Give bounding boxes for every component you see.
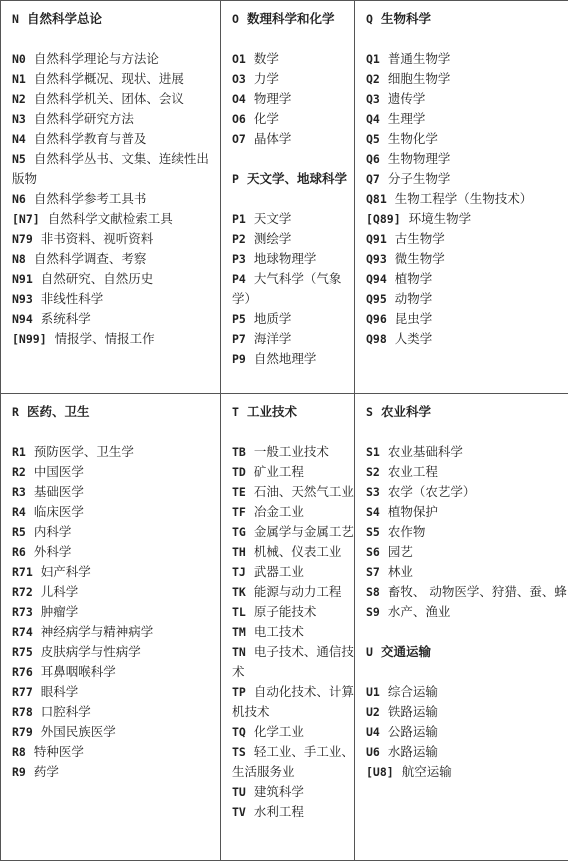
list-item <box>12 582 220 602</box>
class-label: 测绘学 <box>254 231 292 246</box>
class-code: Q5 <box>366 132 380 146</box>
list-item <box>366 482 568 502</box>
list-item <box>12 602 220 622</box>
list-item <box>12 522 220 542</box>
list-item <box>12 189 220 209</box>
class-code: Q4 <box>366 112 380 126</box>
list-item <box>12 662 220 682</box>
class-label: 自然科学教育与普及 <box>34 131 147 146</box>
section-code: U <box>366 645 373 659</box>
class-label: 生物物理学 <box>388 151 451 166</box>
list-item <box>366 289 568 309</box>
list-item <box>232 89 354 109</box>
class-code: [N7] <box>12 212 40 226</box>
section-code: N <box>12 12 19 26</box>
list-item <box>232 642 354 682</box>
list-item <box>12 462 220 482</box>
class-label: 自然科学理论与方法论 <box>34 51 159 66</box>
class-code: N8 <box>12 252 26 266</box>
section-name: 数理科学和化学 <box>247 11 335 26</box>
list-item <box>366 329 568 349</box>
class-label: 人类学 <box>395 331 433 346</box>
class-code: N91 <box>12 272 33 286</box>
class-label: 水利工程 <box>254 804 304 819</box>
list-item <box>366 502 568 522</box>
list-item <box>232 109 354 129</box>
section-title <box>366 402 568 422</box>
list-item <box>12 309 220 329</box>
class-label: 耳鼻咽喉科学 <box>41 664 116 679</box>
section-title <box>232 169 354 189</box>
section-cell <box>1 1 221 394</box>
class-code: R71 <box>12 565 33 579</box>
list-item <box>12 722 220 742</box>
list-item <box>232 269 354 309</box>
class-label: 地球物理学 <box>254 251 317 266</box>
class-label: 建筑科学 <box>254 784 304 799</box>
class-code: U4 <box>366 725 380 739</box>
list-item <box>232 582 354 602</box>
class-code: TU <box>232 785 246 799</box>
class-code: TJ <box>232 565 246 579</box>
list-item <box>366 442 568 462</box>
list-item <box>12 442 220 462</box>
section-code: O <box>232 12 239 26</box>
class-label: 自然研究、自然历史 <box>41 271 154 286</box>
class-label: 化学 <box>254 111 279 126</box>
class-code: P4 <box>232 272 246 286</box>
class-label: 植物保护 <box>388 504 438 519</box>
class-label: 化学工业 <box>254 724 304 739</box>
list-item <box>232 209 354 229</box>
section-name: 工业技术 <box>247 404 297 419</box>
class-code: Q95 <box>366 292 387 306</box>
list-item <box>366 109 568 129</box>
list-item <box>12 129 220 149</box>
class-label: 系统科学 <box>41 311 91 326</box>
section-title <box>232 402 354 422</box>
class-code: N93 <box>12 292 33 306</box>
class-label: 矿业工程 <box>254 464 304 479</box>
class-label: 原子能技术 <box>254 604 317 619</box>
class-code: U1 <box>366 685 380 699</box>
class-code: P9 <box>232 352 246 366</box>
class-label: 水产、渔业 <box>388 604 451 619</box>
list-item <box>366 149 568 169</box>
list-item <box>232 682 354 722</box>
class-label: 非书资料、视听资料 <box>41 231 154 246</box>
class-label: 一般工业技术 <box>254 444 329 459</box>
list-item <box>12 69 220 89</box>
list-item <box>232 249 354 269</box>
list-item <box>12 209 220 229</box>
class-code: N79 <box>12 232 33 246</box>
class-code: N1 <box>12 72 26 86</box>
section-title <box>366 642 568 662</box>
class-code: S7 <box>366 565 380 579</box>
list-item <box>366 189 568 209</box>
section-title <box>366 9 568 29</box>
list-item <box>12 762 220 782</box>
list-item <box>12 562 220 582</box>
class-label: 农作物 <box>388 524 426 539</box>
class-code: TB <box>232 445 246 459</box>
class-label: 生物化学 <box>388 131 438 146</box>
list-item <box>366 722 568 742</box>
list-item <box>12 622 220 642</box>
section-title <box>12 9 220 29</box>
section-cell <box>355 1 568 394</box>
list-item <box>12 89 220 109</box>
class-code: R6 <box>12 545 26 559</box>
list-item <box>12 329 220 349</box>
list-item <box>366 69 568 89</box>
list-item <box>366 742 568 762</box>
class-label: 林业 <box>388 564 413 579</box>
list-item <box>366 309 568 329</box>
class-label: 航空运输 <box>402 764 452 779</box>
class-code: R3 <box>12 485 26 499</box>
class-code: TF <box>232 505 246 519</box>
class-label: 自然科学参考工具书 <box>34 191 147 206</box>
list-item <box>366 562 568 582</box>
list-item <box>12 49 220 69</box>
class-label: 分子生物学 <box>388 171 451 186</box>
list-item <box>366 522 568 542</box>
section-code: Q <box>366 12 373 26</box>
class-code: TD <box>232 465 246 479</box>
class-label: 自然科学文献检索工具 <box>48 211 173 226</box>
list-item <box>232 329 354 349</box>
class-code: R4 <box>12 505 26 519</box>
class-code: S9 <box>366 605 380 619</box>
class-code: S1 <box>366 445 380 459</box>
class-label: 大气科学（气象学） <box>232 271 341 306</box>
class-label: 神经病学与精神病学 <box>41 624 154 639</box>
class-code: TM <box>232 625 246 639</box>
list-item <box>366 542 568 562</box>
class-label: 自然科学机关、团体、会议 <box>34 91 184 106</box>
list-item <box>232 309 354 329</box>
class-label: 农业基础科学 <box>388 444 463 459</box>
class-label: 自然科学丛书、文集、连续性出版物 <box>12 151 209 186</box>
class-label: 综合运输 <box>388 684 438 699</box>
class-label: 内科学 <box>34 524 72 539</box>
class-label: 肿瘤学 <box>41 604 79 619</box>
class-label: 妇产科学 <box>41 564 91 579</box>
class-label: 非线性科学 <box>41 291 104 306</box>
list-item <box>366 89 568 109</box>
class-code: Q91 <box>366 232 387 246</box>
class-label: 儿科学 <box>41 584 79 599</box>
section-cell <box>221 1 355 394</box>
list-item <box>12 642 220 662</box>
class-code: R8 <box>12 745 26 759</box>
list-item <box>12 249 220 269</box>
list-item <box>232 69 354 89</box>
list-item <box>232 742 354 782</box>
section-code: P <box>232 172 239 186</box>
list-item <box>232 129 354 149</box>
class-code: Q3 <box>366 92 380 106</box>
class-code: Q81 <box>366 192 387 206</box>
class-code: TG <box>232 525 246 539</box>
class-label: 眼科学 <box>41 684 79 699</box>
class-code: Q1 <box>366 52 380 66</box>
table-row <box>1 1 568 394</box>
class-label: 遗传学 <box>388 91 426 106</box>
list-item <box>12 109 220 129</box>
class-code: TE <box>232 485 246 499</box>
class-code: N4 <box>12 132 26 146</box>
class-code: R74 <box>12 625 33 639</box>
section-cell <box>221 394 355 861</box>
class-code: S4 <box>366 505 380 519</box>
class-label: 预防医学、卫生学 <box>34 444 134 459</box>
class-code: U6 <box>366 745 380 759</box>
class-code: R73 <box>12 605 33 619</box>
class-code: TH <box>232 545 246 559</box>
class-label: 自动化技术、计算机技术 <box>232 684 354 719</box>
class-code: R78 <box>12 705 33 719</box>
class-label: 中国医学 <box>34 464 84 479</box>
list-item <box>366 269 568 289</box>
class-code: Q98 <box>366 332 387 346</box>
class-code: TV <box>232 805 246 819</box>
class-code: N0 <box>12 52 26 66</box>
class-label: 农学（农艺学） <box>388 484 476 499</box>
class-label: 畜牧、 动物医学、狩猎、蚕、蜂 <box>388 584 567 599</box>
class-code: N2 <box>12 92 26 106</box>
section-title <box>12 402 220 422</box>
list-item <box>232 802 354 822</box>
list-item <box>232 782 354 802</box>
list-item <box>12 542 220 562</box>
class-code: R77 <box>12 685 33 699</box>
class-label: 铁路运输 <box>388 704 438 719</box>
list-item <box>366 49 568 69</box>
class-label: 农业工程 <box>388 464 438 479</box>
class-code: R75 <box>12 645 33 659</box>
class-code: Q94 <box>366 272 387 286</box>
section-name: 生物科学 <box>381 11 431 26</box>
list-item <box>232 502 354 522</box>
spacer <box>232 149 354 169</box>
class-label: 昆虫学 <box>395 311 433 326</box>
class-code: TN <box>232 645 246 659</box>
class-label: 外国民族医学 <box>41 724 116 739</box>
section-code: R <box>12 405 19 419</box>
class-label: 数学 <box>254 51 279 66</box>
list-item <box>366 249 568 269</box>
class-code: S3 <box>366 485 380 499</box>
class-code: Q93 <box>366 252 387 266</box>
class-code: TK <box>232 585 246 599</box>
class-code: P1 <box>232 212 246 226</box>
class-code: Q7 <box>366 172 380 186</box>
class-label: 电工技术 <box>254 624 304 639</box>
class-code: O7 <box>232 132 246 146</box>
class-label: 能源与动力工程 <box>254 584 342 599</box>
class-label: 口腔科学 <box>41 704 91 719</box>
class-label: 古生物学 <box>395 231 445 246</box>
class-label: 细胞生物学 <box>388 71 451 86</box>
class-code: R72 <box>12 585 33 599</box>
list-item <box>366 582 568 602</box>
section-cell <box>355 394 568 861</box>
class-label: 晶体学 <box>254 131 292 146</box>
list-item <box>366 169 568 189</box>
section-name: 自然科学总论 <box>27 11 102 26</box>
class-code: TL <box>232 605 246 619</box>
list-item <box>12 482 220 502</box>
class-code: N5 <box>12 152 26 166</box>
spacer <box>366 622 568 642</box>
list-item <box>12 702 220 722</box>
class-label: 植物学 <box>395 271 433 286</box>
list-item <box>366 209 568 229</box>
list-item <box>232 49 354 69</box>
class-code: P2 <box>232 232 246 246</box>
class-code: N94 <box>12 312 33 326</box>
class-code: Q96 <box>366 312 387 326</box>
list-item <box>12 289 220 309</box>
class-code: Q2 <box>366 72 380 86</box>
list-item <box>366 702 568 722</box>
class-code: S2 <box>366 465 380 479</box>
class-label: 环境生物学 <box>409 211 472 226</box>
class-label: 武器工业 <box>254 564 304 579</box>
class-label: 自然科学调查、考察 <box>34 251 147 266</box>
class-code: R1 <box>12 445 26 459</box>
section-code: T <box>232 405 239 419</box>
class-label: 自然地理学 <box>254 351 317 366</box>
section-name: 交通运输 <box>381 644 431 659</box>
class-code: [Q89] <box>366 212 401 226</box>
class-code: TS <box>232 745 246 759</box>
class-label: 普通生物学 <box>388 51 451 66</box>
class-label: 情报学、情报工作 <box>55 331 155 346</box>
table-row <box>1 394 568 861</box>
class-label: 自然科学概况、现状、进展 <box>34 71 184 86</box>
class-label: 力学 <box>254 71 279 86</box>
class-code: R76 <box>12 665 33 679</box>
section-code: S <box>366 405 373 419</box>
section-name: 农业科学 <box>381 404 431 419</box>
list-item <box>366 129 568 149</box>
list-item <box>232 562 354 582</box>
class-label: 药学 <box>34 764 59 779</box>
list-item <box>232 622 354 642</box>
list-item <box>232 349 354 369</box>
list-item <box>12 149 220 189</box>
list-item <box>232 442 354 462</box>
class-label: 冶金工业 <box>254 504 304 519</box>
class-code: P3 <box>232 252 246 266</box>
class-code: S5 <box>366 525 380 539</box>
class-label: 微生物学 <box>395 251 445 266</box>
class-label: 天文学 <box>254 211 292 226</box>
class-code: P5 <box>232 312 246 326</box>
class-label: 机械、仪表工业 <box>254 544 342 559</box>
class-label: 特种医学 <box>34 744 84 759</box>
class-label: 动物学 <box>395 291 433 306</box>
list-item <box>232 542 354 562</box>
class-label: 物理学 <box>254 91 292 106</box>
class-code: [U8] <box>366 765 394 779</box>
class-label: 金属学与金属工艺 <box>254 524 354 539</box>
list-item <box>232 522 354 542</box>
list-item <box>232 462 354 482</box>
section-name: 医药、卫生 <box>27 404 90 419</box>
class-code: S6 <box>366 545 380 559</box>
class-label: 基础医学 <box>34 484 84 499</box>
list-item <box>232 229 354 249</box>
class-code: O3 <box>232 72 246 86</box>
class-code: U2 <box>366 705 380 719</box>
class-code: P7 <box>232 332 246 346</box>
class-code: N3 <box>12 112 26 126</box>
class-code: TP <box>232 685 246 699</box>
list-item <box>12 229 220 249</box>
class-label: 公路运输 <box>388 724 438 739</box>
list-item <box>366 602 568 622</box>
class-label: 轻工业、手工业、生活服务业 <box>232 744 354 779</box>
list-item <box>366 229 568 249</box>
class-code: R5 <box>12 525 26 539</box>
class-code: S8 <box>366 585 380 599</box>
class-label: 电子技术、通信技术 <box>232 644 354 679</box>
list-item <box>366 462 568 482</box>
section-cell <box>1 394 221 861</box>
list-item <box>366 682 568 702</box>
class-label: 水路运输 <box>388 744 438 759</box>
class-code: TQ <box>232 725 246 739</box>
list-item <box>232 482 354 502</box>
class-label: 外科学 <box>34 544 72 559</box>
class-label: 自然科学研究方法 <box>34 111 134 126</box>
list-item <box>232 722 354 742</box>
class-code: O6 <box>232 112 246 126</box>
class-code: Q6 <box>366 152 380 166</box>
list-item <box>366 762 568 782</box>
class-label: 皮肤病学与性病学 <box>41 644 141 659</box>
list-item <box>12 682 220 702</box>
section-title <box>232 9 354 29</box>
class-label: 海洋学 <box>254 331 292 346</box>
class-code: O4 <box>232 92 246 106</box>
class-label: 园艺 <box>388 544 413 559</box>
list-item <box>232 602 354 622</box>
section-name: 天文学、地球科学 <box>247 171 347 186</box>
class-code: [N99] <box>12 332 47 346</box>
class-label: 地质学 <box>254 311 292 326</box>
class-label: 临床医学 <box>34 504 84 519</box>
class-label: 生理学 <box>388 111 426 126</box>
class-code: R79 <box>12 725 33 739</box>
class-code: N6 <box>12 192 26 206</box>
class-label: 石油、天然气工业 <box>254 484 354 499</box>
class-code: R9 <box>12 765 26 779</box>
list-item <box>12 269 220 289</box>
list-item <box>12 502 220 522</box>
class-code: R2 <box>12 465 26 479</box>
list-item <box>12 742 220 762</box>
class-label: 生物工程学（生物技术） <box>395 191 533 206</box>
class-code: O1 <box>232 52 246 66</box>
